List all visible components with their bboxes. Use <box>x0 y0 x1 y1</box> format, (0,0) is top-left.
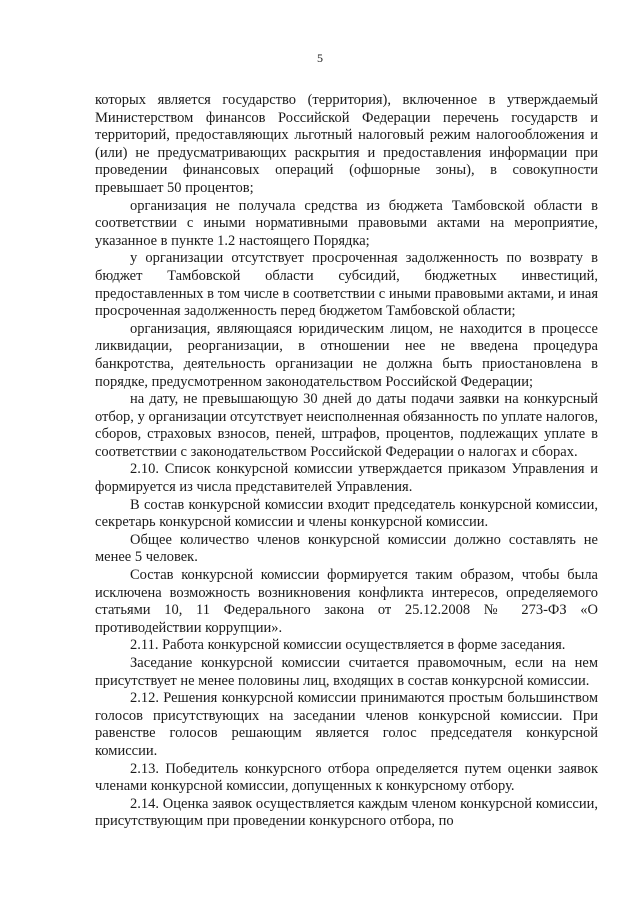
paragraph-continuation: которых является государство (территория), включенное в утверждаемый Министерством финансов Российской Федерации перечень государств и территорий, предоставляющих льготный налоговый режим налогообложения и (или) не предусматривающих раскрытия и предоставления информации при проведении финансовых операций (офшорные зоны), в совокупности превышает 50 процентов; <box>95 92 598 196</box>
paragraph-clause-2-13: 2.13. Победитель конкурсного отбора определяется путем оценки заявок членами конкурсной комиссии, допущенных к конкурсному отбору. <box>95 760 598 795</box>
page-number: 5 <box>317 51 323 65</box>
paragraph: организация, являющаяся юридическим лицом, не находится в процессе ликвидации, реорганизации, в отношении нее не введена процедура банкротства, деятельность организации не должна быть приостановлена в порядке, предусмотренном законодательством Российской Федерации; <box>95 320 598 390</box>
paragraph: В состав конкурсной комиссии входит председатель конкурсной комиссии, секретарь конкурсной комиссии и члены конкурсной комиссии. <box>95 496 598 531</box>
paragraph: Заседание конкурсной комиссии считается правомочным, если на нем присутствует не менее половины лиц, входящих в состав конкурсной комиссии. <box>95 655 598 689</box>
paragraph-clause-2-14: 2.14. Оценка заявок осуществляется каждым членом конкурсной комиссии, присутствующим при проведении конкурсного отбора, по <box>95 795 598 830</box>
paragraph: организация не получала средства из бюджета Тамбовской области в соответствии с иными нормативными правовыми актами на мероприятие, указанное в пункте 1.2 настоящего Порядка; <box>95 197 598 249</box>
paragraph-clause-2-10: 2.10. Список конкурсной комиссии утверждается приказом Управления и формируется из числа представителей Управления. <box>95 461 598 496</box>
paragraph-clause-2-12: 2.12. Решения конкурсной комиссии принимаются простым большинством голосов присутствующих на заседании членов конкурсной комиссии. При равенстве голосов решающим является голос председателя конкурсной комиссии. <box>95 690 598 759</box>
paragraph: у организации отсутствует просроченная задолженность по возврату в бюджет Тамбовской области субсидий, бюджетных инвестиций, предоставленных в том числе в соответствии с иными правовыми актами, и иная просроченная задолженность перед бюджетом Тамбовской области; <box>95 250 598 320</box>
paragraph-clause-2-11: 2.11. Работа конкурсной комиссии осуществляется в форме заседания. <box>130 637 566 654</box>
paragraph: Состав конкурсной комиссии формируется таким образом, чтобы была исключена возможность возникновения конфликта интересов, определяемого статьями 10, 11 Федерального закона от 25.12.2008 № 273-ФЗ «О противодействии коррупции». <box>95 567 598 636</box>
paragraph: Общее количество членов конкурсной комиссии должно составлять не менее 5 человек. <box>95 531 598 566</box>
document-body <box>95 92 598 831</box>
paragraph: на дату, не превышающую 30 дней до даты подачи заявки на конкурсный отбор, у организации отсутствует неисполненная обязанность по уплате налогов, сборов, страховых взносов, пеней, штрафов, процентов, подлежащих уплате в соответствии с законодательством Российской Федерации о налогах и сборах. <box>95 391 598 460</box>
